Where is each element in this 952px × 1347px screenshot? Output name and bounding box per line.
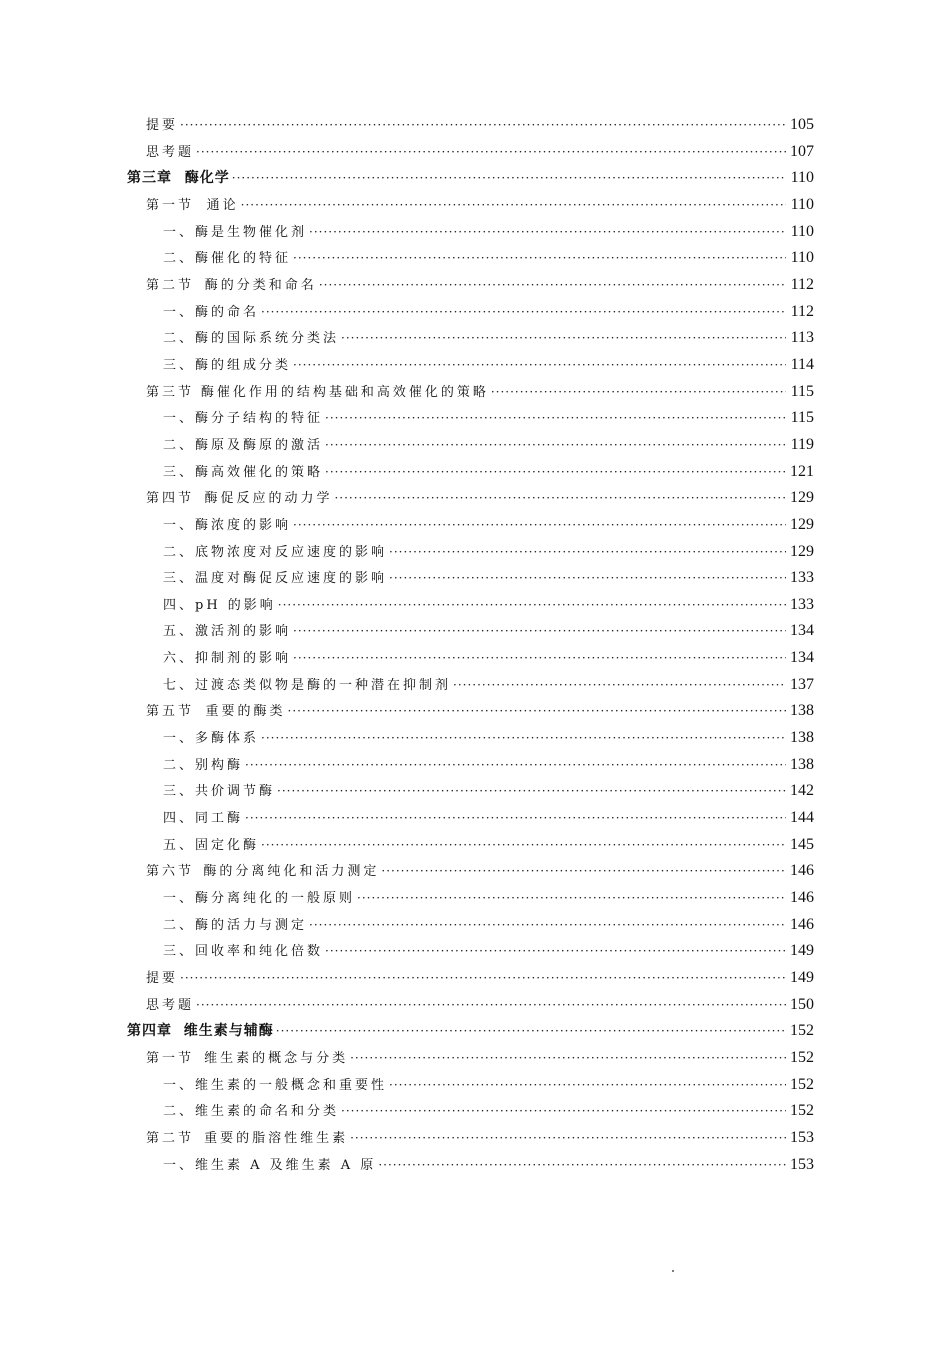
toc-entry [0, 672, 952, 699]
toc-entry-line [163, 832, 814, 860]
toc-entry-line [163, 938, 814, 966]
toc-entry-line [163, 565, 814, 593]
dot-leader [196, 139, 786, 166]
toc-entry [0, 1098, 952, 1125]
toc-entry [0, 512, 952, 539]
entry-title: 一、维生素 A 及维生素 A 原 [163, 1157, 377, 1173]
dot-leader [180, 965, 786, 992]
table-of-contents [0, 112, 952, 1178]
page-number: 145 [790, 835, 814, 853]
entry-title: 三、温度对酶促反应速度的影响 [163, 571, 388, 587]
page-number: 115 [790, 409, 814, 427]
page-number: 153 [790, 1155, 814, 1173]
toc-entry-line [163, 459, 814, 487]
entry-title: 二、底物浓度对反应速度的影响 [163, 544, 388, 560]
entry-title: 六、抑制剂的影响 [163, 651, 292, 667]
toc-entry [0, 405, 952, 432]
page-number: 152 [790, 1075, 814, 1093]
toc-entry-line [146, 1125, 814, 1153]
toc-entry [0, 965, 952, 992]
page-number: 149 [790, 969, 814, 986]
page-number: 146 [790, 862, 814, 880]
page-number: 107 [790, 142, 814, 160]
entry-title: 提要 [146, 118, 179, 133]
page-number: 119 [790, 435, 814, 453]
toc-entry-line [127, 1018, 814, 1045]
toc-entry-line [146, 1045, 814, 1073]
dot-leader [196, 992, 786, 1019]
toc-entry [0, 912, 952, 939]
toc-entry [0, 992, 952, 1019]
toc-entry [0, 698, 952, 725]
entry-title: 一、酶是生物催化剂 [163, 224, 308, 240]
chapter-number: 第三章 [127, 170, 172, 187]
section-title: 酶的分类和命名 [204, 277, 317, 293]
dot-leader [389, 539, 786, 566]
page-number: 121 [790, 462, 814, 480]
dot-leader [245, 805, 786, 832]
toc-entry [0, 192, 952, 219]
section-title: 重要的脂溶性维生素 [204, 1130, 349, 1146]
dot-leader [325, 405, 786, 432]
section-number: 第四节 [146, 491, 195, 507]
toc-entry-line [163, 912, 814, 940]
section-title: 酶促反应的动力学 [204, 491, 333, 507]
section-number: 第三节 [146, 384, 195, 400]
toc-entry [0, 805, 952, 832]
scan-speck [672, 1270, 674, 1272]
entry-title: 二、酶的国际系统分类法 [163, 331, 340, 347]
page-number: 133 [790, 569, 814, 587]
toc-entry-line [163, 778, 814, 806]
page-number: 134 [790, 649, 814, 667]
entry-title: 一、酶分子结构的特征 [163, 411, 324, 427]
dot-leader [389, 565, 786, 592]
entry-title: 提要 [146, 971, 179, 986]
toc-entry [0, 1018, 952, 1045]
entry-title: 四、同工酶 [163, 811, 244, 827]
toc-entry-line [163, 245, 814, 273]
entry-title: 思考题 [146, 144, 195, 160]
page-number: 138 [790, 755, 814, 773]
dot-leader [381, 858, 786, 885]
page-number: 138 [790, 729, 814, 747]
entry-title: 二、酶催化的特征 [163, 251, 292, 267]
dot-leader [276, 1018, 786, 1045]
dot-leader [389, 1072, 786, 1099]
toc-entry [0, 539, 952, 566]
toc-entry [0, 565, 952, 592]
page-number: 152 [790, 1102, 814, 1120]
toc-entry [0, 725, 952, 752]
dot-leader [241, 192, 786, 219]
section-title: 重要的酶类 [205, 704, 286, 720]
page-number: 137 [790, 675, 814, 693]
toc-entry-line [163, 885, 814, 913]
toc-entry [0, 752, 952, 779]
toc-entry-line [163, 672, 814, 700]
toc-entry [0, 645, 952, 672]
toc-entry [0, 938, 952, 965]
section-title: 酶的分离纯化和活力测定 [203, 864, 380, 880]
page-number: 112 [790, 302, 814, 320]
page-number: 146 [790, 915, 814, 933]
entry-title: 一、酶分离纯化的一般原则 [163, 891, 356, 907]
toc-entry [0, 352, 952, 379]
dot-leader [319, 272, 786, 299]
entry-title: 一、维生素的一般概念和重要性 [163, 1077, 388, 1093]
dot-leader [309, 219, 786, 246]
toc-entry [0, 778, 952, 805]
toc-entry [0, 1072, 952, 1099]
toc-entry-line [146, 192, 814, 220]
page-number: 129 [790, 542, 814, 560]
dot-leader [245, 752, 786, 779]
dot-leader [293, 245, 786, 272]
toc-entry [0, 299, 952, 326]
entry-title: 二、维生素的命名和分类 [163, 1104, 340, 1120]
toc-entry-line [146, 965, 814, 993]
toc-entry-line [146, 112, 814, 140]
entry-title: 五、固定化酶 [163, 837, 260, 853]
page-number: 113 [790, 329, 814, 347]
section-number: 第五节 [146, 704, 195, 720]
dot-leader [277, 778, 786, 805]
dot-leader [293, 352, 786, 379]
page-number: 115 [790, 382, 814, 400]
toc-entry-line [163, 512, 814, 540]
toc-entry [0, 885, 952, 912]
entry-title: 二、酶原及酶原的激活 [163, 437, 324, 453]
toc-entry-line [127, 165, 814, 192]
page-number: 149 [790, 942, 814, 960]
toc-entry-line [146, 485, 814, 513]
chapter-number: 第四章 [127, 1023, 172, 1040]
dot-leader [232, 165, 786, 192]
toc-entry-line [163, 219, 814, 247]
page-number: 110 [790, 169, 814, 187]
section-number: 第二节 [146, 1130, 195, 1146]
toc-entry [0, 112, 952, 139]
entry-title: 一、酶的命名 [163, 304, 260, 320]
dot-leader [453, 672, 786, 699]
page-number: 112 [790, 275, 814, 293]
toc-entry-line [163, 752, 814, 780]
dot-leader [261, 725, 786, 752]
dot-leader [325, 459, 786, 486]
toc-entry-line [163, 1152, 814, 1180]
dot-leader [378, 1152, 786, 1179]
section-number: 第一节 [146, 197, 195, 213]
entry-title: 七、过渡态类似物是酶的一种潜在抑制剂 [163, 677, 452, 693]
toc-entry-line [163, 1098, 814, 1126]
page-number: 105 [790, 116, 814, 133]
entry-title: 三、共价调节酶 [163, 784, 276, 800]
toc-entry [0, 858, 952, 885]
dot-leader [325, 938, 786, 965]
entry-title: 五、激活剂的影响 [163, 624, 292, 640]
dot-leader [350, 1045, 786, 1072]
section-number: 第六节 [146, 864, 195, 880]
toc-entry [0, 1045, 952, 1072]
entry-title: 三、回收率和纯化倍数 [163, 944, 324, 960]
page-number: 138 [790, 702, 814, 720]
toc-entry [0, 485, 952, 512]
dot-leader [293, 512, 786, 539]
toc-entry-line [163, 805, 814, 833]
page-number: 144 [790, 809, 814, 827]
dot-leader [341, 1098, 786, 1125]
toc-entry [0, 1152, 952, 1179]
dot-leader [341, 325, 786, 352]
dot-leader [491, 379, 786, 406]
toc-entry [0, 245, 952, 272]
toc-entry-line [146, 272, 814, 300]
section-title: 维生素的概念与分类 [204, 1050, 349, 1066]
dot-leader [334, 485, 786, 512]
toc-entry [0, 592, 952, 619]
toc-entry-line [163, 725, 814, 753]
dot-leader [357, 885, 786, 912]
dot-leader [261, 832, 786, 859]
toc-entry-line [163, 1072, 814, 1100]
toc-entry-line [146, 139, 814, 167]
section-number: 第一节 [146, 1050, 195, 1066]
toc-entry [0, 165, 952, 192]
page-number: 152 [790, 1022, 814, 1040]
page-number: 133 [790, 595, 814, 613]
entry-title: 三、酶高效催化的策略 [163, 464, 324, 480]
entry-title: 二、别构酶 [163, 757, 244, 773]
toc-entry-line [163, 645, 814, 673]
toc-entry [0, 832, 952, 859]
page-number: 129 [790, 489, 814, 507]
toc-entry-line [146, 379, 814, 407]
toc-entry-line [163, 539, 814, 567]
entry-title: 三、酶的组成分类 [163, 357, 292, 373]
toc-entry [0, 379, 952, 406]
toc-entry-line [146, 858, 814, 886]
dot-leader [278, 592, 786, 619]
toc-entry-line [163, 592, 814, 620]
toc-entry [0, 325, 952, 352]
page-number: 134 [790, 622, 814, 640]
entry-title: 二、酶的活力与测定 [163, 917, 308, 933]
toc-entry [0, 618, 952, 645]
page-number: 110 [790, 195, 814, 213]
page-number: 129 [790, 515, 814, 533]
toc-entry-line [163, 352, 814, 380]
entry-title: 四、pH 的影响 [163, 597, 276, 613]
section-number: 第二节 [146, 277, 195, 293]
page-number: 146 [790, 889, 814, 907]
dot-leader [261, 299, 786, 326]
dot-leader [325, 432, 786, 459]
toc-entry-line [146, 992, 814, 1020]
toc-entry [0, 459, 952, 486]
toc-entry-line [146, 698, 814, 726]
entry-title: 一、多酶体系 [163, 731, 260, 747]
entry-title: 一、酶浓度的影响 [163, 517, 292, 533]
page-number: 110 [790, 222, 814, 240]
toc-entry [0, 219, 952, 246]
toc-entry-line [163, 618, 814, 646]
toc-entry-line [163, 405, 814, 433]
section-title: 酶催化作用的结构基础和高效催化的策略 [200, 384, 489, 400]
page-number: 153 [790, 1128, 814, 1146]
page-number: 142 [790, 782, 814, 800]
chapter-title: 维生素与辅酶 [183, 1023, 274, 1040]
toc-entry-line [163, 299, 814, 327]
dot-leader [293, 618, 786, 645]
dot-leader [350, 1125, 786, 1152]
dot-leader [293, 645, 786, 672]
toc-entry-line [163, 325, 814, 353]
page-number: 114 [790, 355, 814, 373]
dot-leader [309, 912, 786, 939]
chapter-title: 酶化学 [184, 170, 230, 187]
toc-entry [0, 272, 952, 299]
page-number: 152 [790, 1048, 814, 1066]
dot-leader [288, 698, 786, 725]
toc-entry [0, 1125, 952, 1152]
toc-entry-line [163, 432, 814, 460]
page-number: 150 [790, 995, 814, 1013]
section-title: 通论 [206, 197, 239, 213]
toc-entry [0, 139, 952, 166]
toc-entry [0, 432, 952, 459]
dot-leader [180, 112, 786, 139]
entry-title: 思考题 [146, 997, 195, 1013]
page-number: 110 [790, 249, 814, 267]
